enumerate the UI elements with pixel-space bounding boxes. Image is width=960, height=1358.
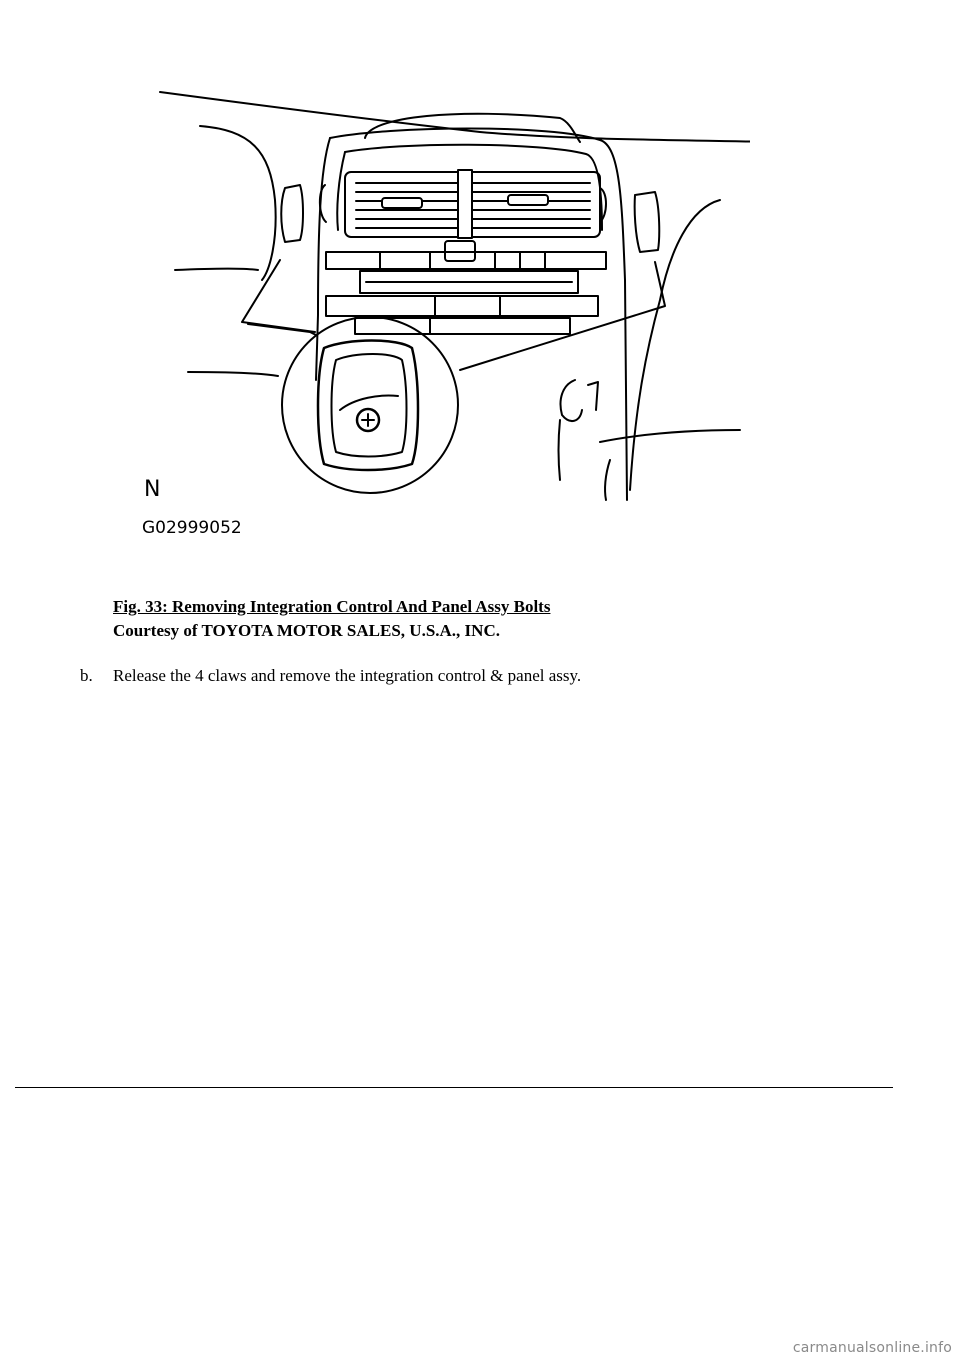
page-divider [15, 1087, 893, 1088]
site-watermark: carmanualsonline.info [792, 1340, 952, 1356]
procedure-step [80, 666, 581, 686]
dashboard-illustration [130, 80, 750, 550]
figure-caption-title: Fig. 33: Removing Integration Control And Panel Assy Bolts [113, 597, 551, 616]
integration-panel-diagram [130, 80, 750, 550]
step-text: Release the 4 claws and remove the integration control & panel assy. [113, 666, 582, 685]
graphic-code: G02999052 [142, 518, 242, 538]
step-marker: b. [80, 666, 93, 685]
figure-caption-credit: Courtesy of TOYOTA MOTOR SALES, U.S.A., INC. [113, 621, 500, 640]
view-label: N [144, 477, 161, 502]
